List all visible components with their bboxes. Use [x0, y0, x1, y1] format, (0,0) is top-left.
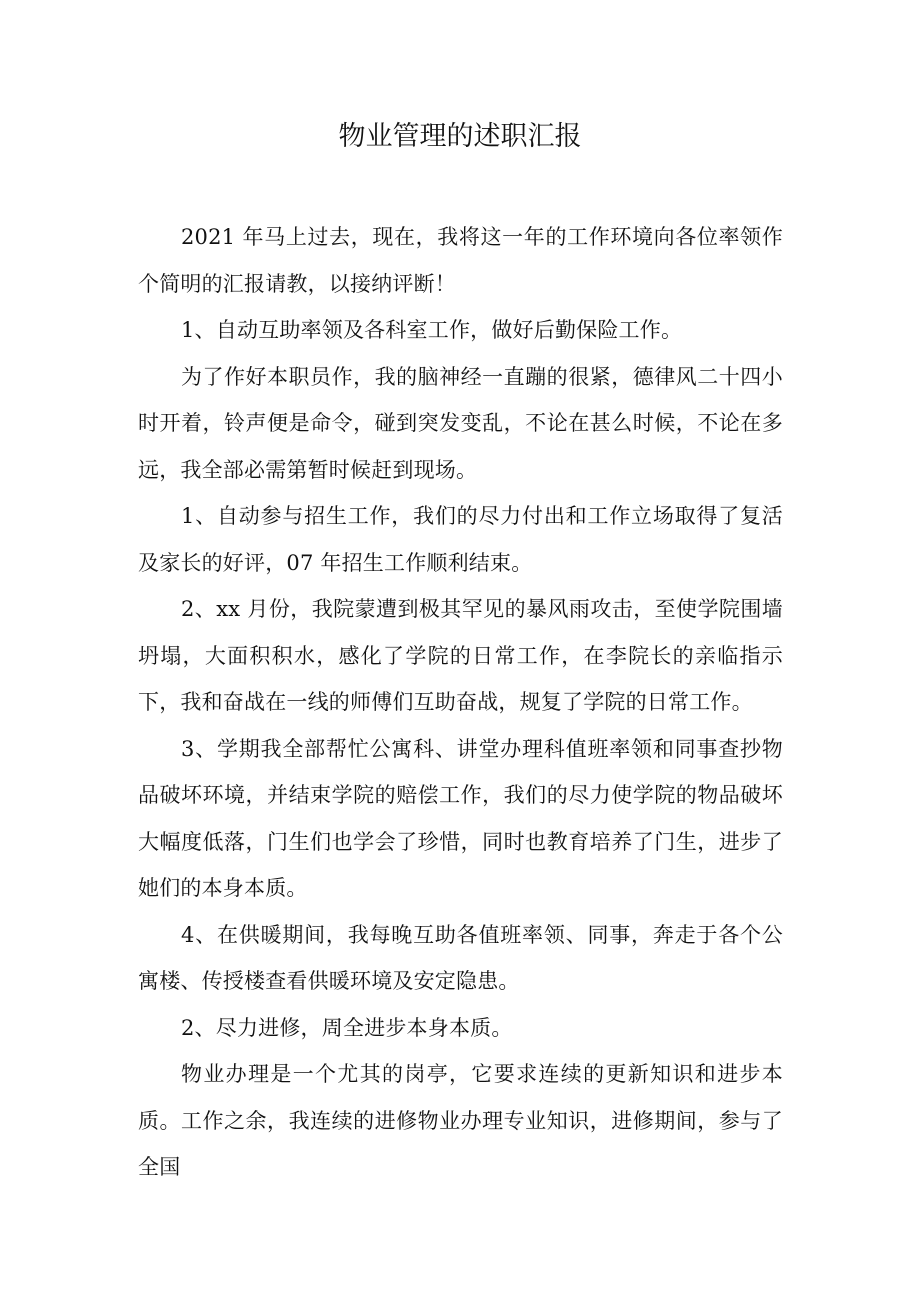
- paragraph-section-1-heading: 1、自动互助率领及各科室工作，做好后勤保险工作。: [181, 318, 683, 342]
- paragraph-item-enrollment: 1、自动参与招生工作，我们的尽力付出和工作立场取得了复活及家长的好评，07 年招生工作顺利结束。: [138, 504, 783, 575]
- document-title: 物业管理的述职汇报: [338, 121, 582, 152]
- paragraph-item-storm: 2、xx 月份，我院蒙遭到极其罕见的暴风雨攻击，至使学院围墙坍塌，大面积积水，感化了学院的日常工作，在李院长的亲临指示下，我和奋战在一线的师傅们互助奋战，规复了学院的日常工作。: [138, 597, 783, 714]
- paragraph-section-2-heading: 2、尽力进修，周全进步本身本质。: [181, 1015, 513, 1040]
- document-body: [138, 214, 783, 1191]
- paragraph-duty: 为了作好本职员作，我的脑神经一直蹦的很紧，德律风二十四小时开着，铃声便是命令，碰到突发变乱，不论在甚么时候，不论在多远，我全部必需第暂时候赶到现场。: [138, 364, 783, 482]
- paragraph-study: 物业办理是一个尤其的岗亭，它要求连续的更新知识和进步本质。工作之余，我连续的进修物业办理专业知识，进修期间，参与了全国: [138, 1062, 783, 1179]
- paragraph-item-inspection: 3、学期我全部帮忙公寓科、讲堂办理科值班率领和同事查抄物品破坏环境，并结束学院的赔偿工作，我们的尽力使学院的物品破坏大幅度低落，门生们也学会了珍惜，同时也教育培养了门生，进步了她们的本身本质。: [138, 736, 783, 900]
- paragraph-item-heating: 4、在供暖期间，我每晚互助各值班率领、同事，奔走于各个公寓楼、传授楼查看供暖环境及安定隐患。: [138, 922, 783, 993]
- paragraph-intro: 2021 年马上过去，现在，我将这一年的工作环境向各位率领作个简明的汇报请教，以接纳评断！: [138, 225, 783, 296]
